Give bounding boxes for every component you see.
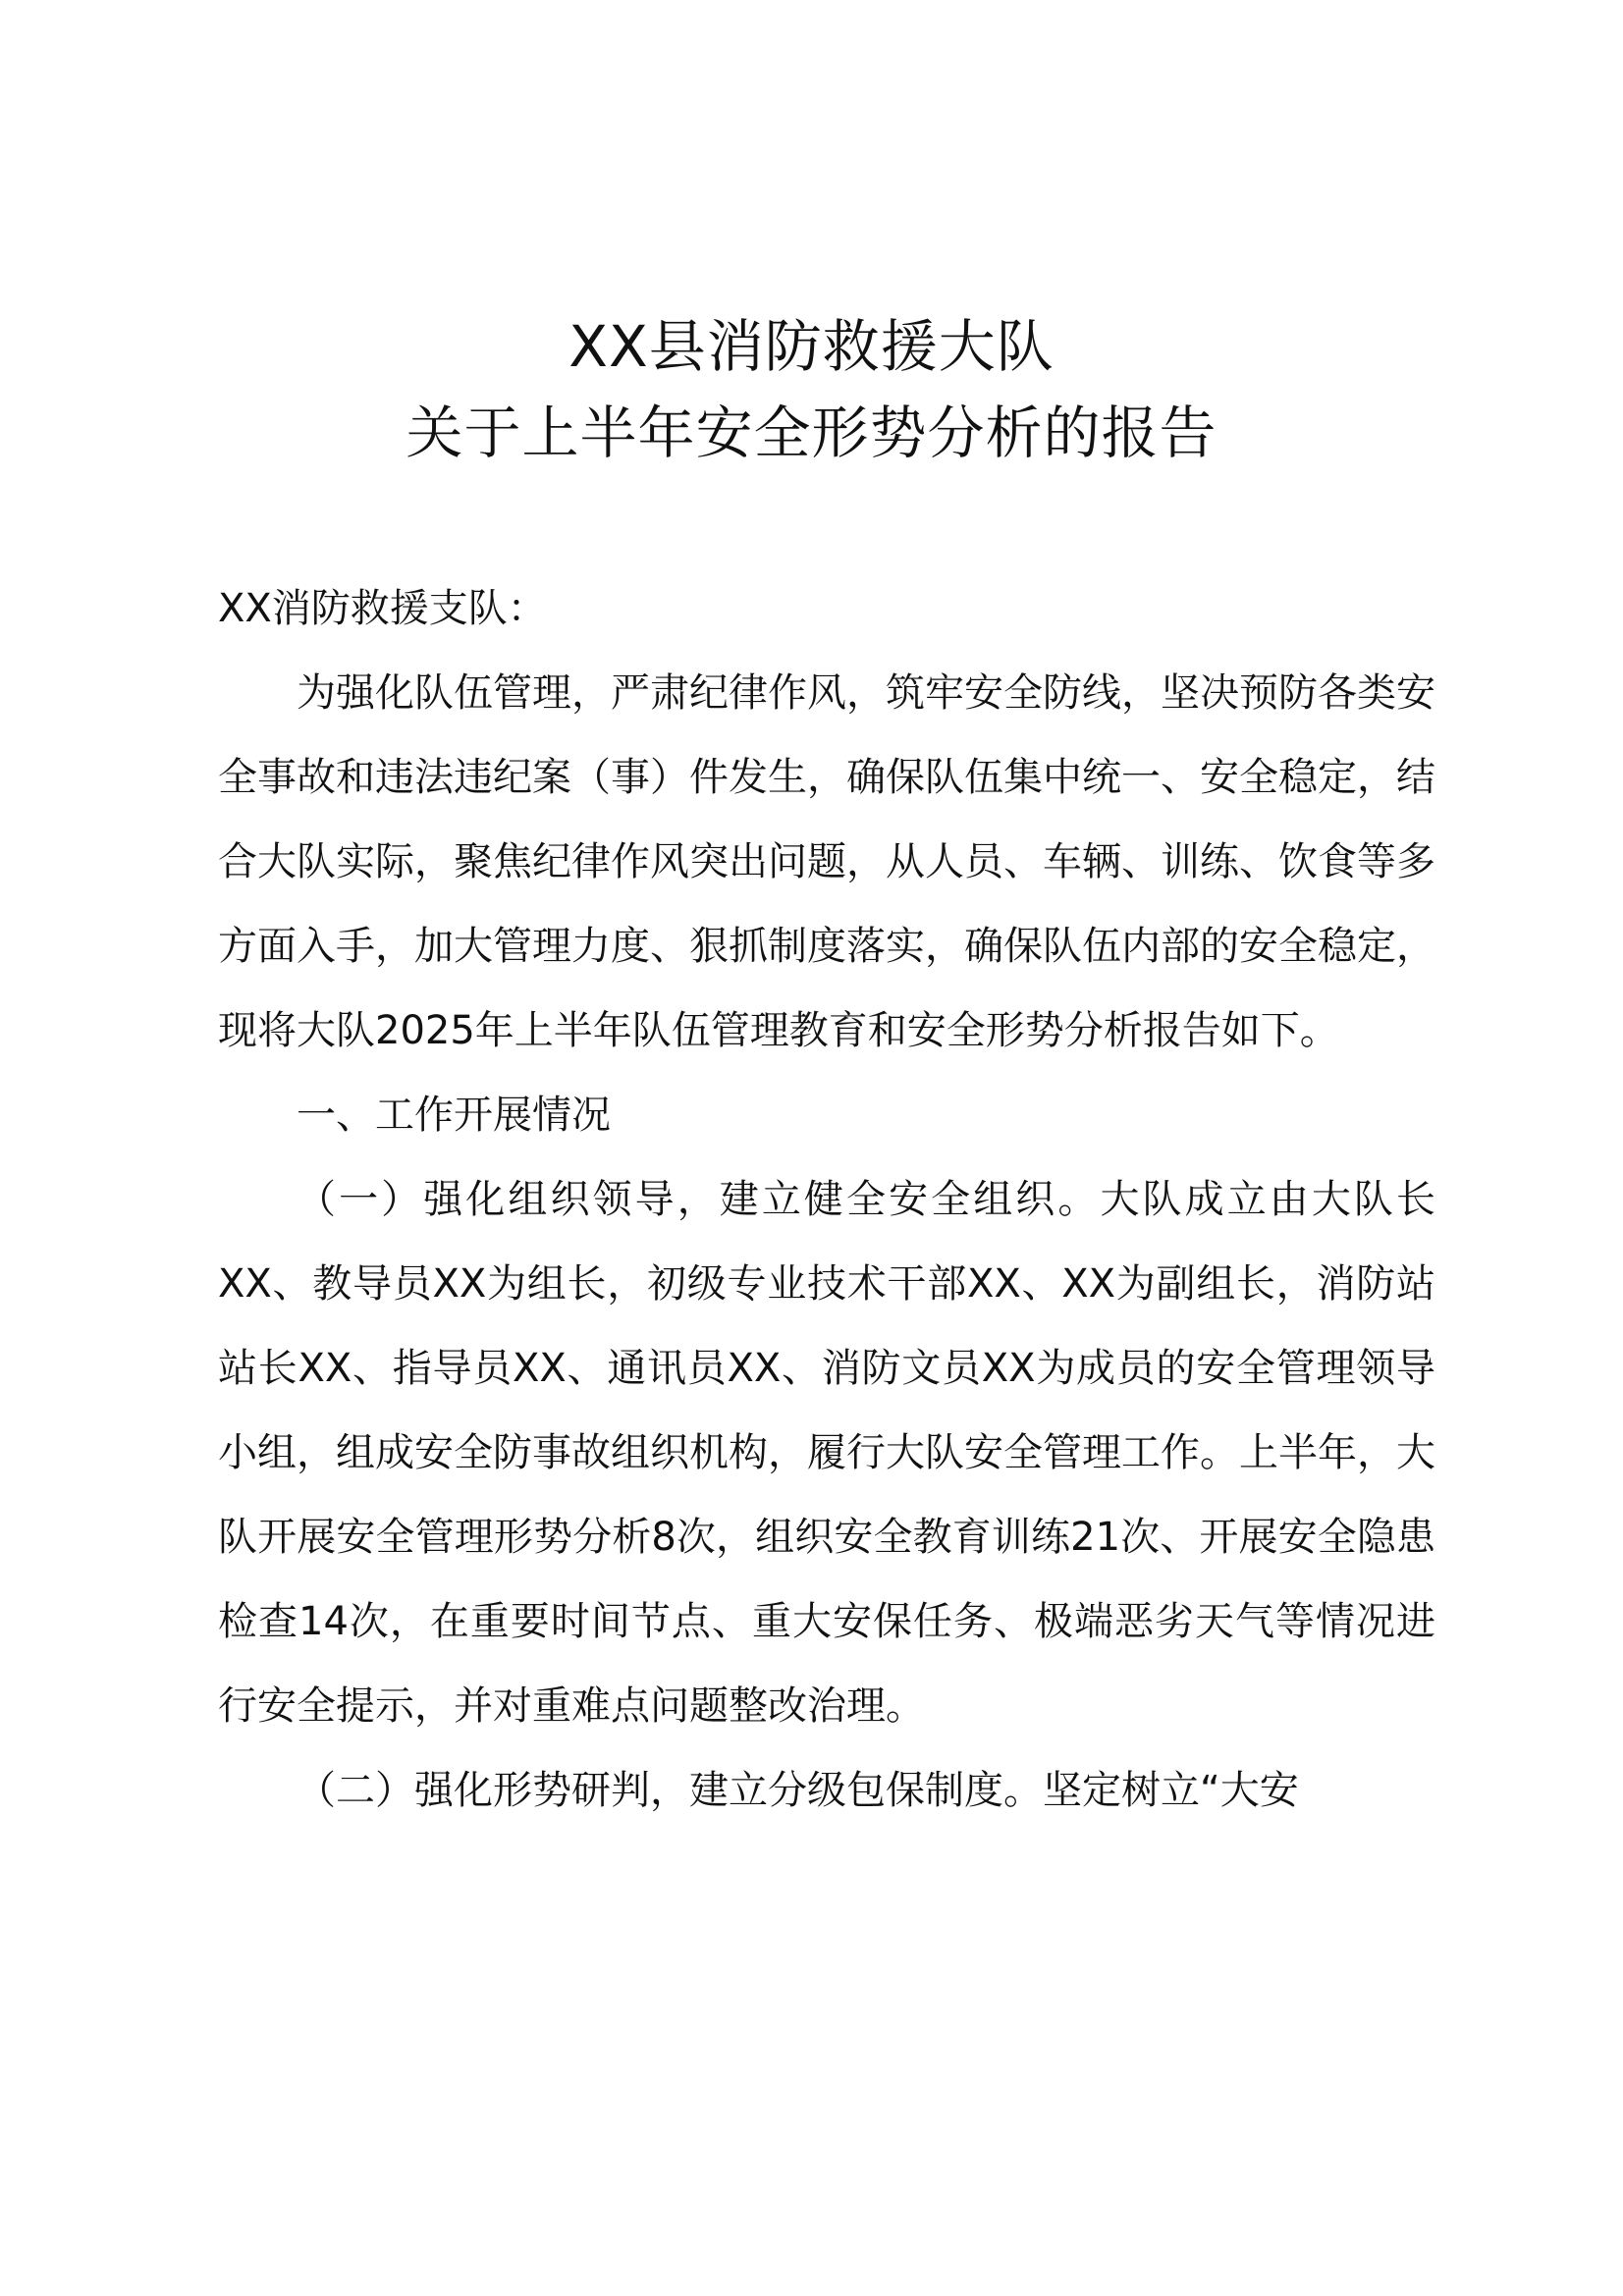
- document-title-line-2: 关于上半年安全形势分析的报告: [406, 400, 1217, 466]
- document-body: [218, 566, 1435, 1833]
- document-title-line-1: XX县消防救援大队: [568, 313, 1055, 380]
- subsection-2-paragraph: （二）强化形势研判，建立分级包保制度。坚定树立“大安: [297, 1768, 1299, 1813]
- addressee: XX消防救援支队：: [218, 586, 547, 631]
- subsection-1-paragraph: （一）强化组织领导，建立健全安全组织。大队成立由大队长XX、教导员XX为组长，初级专业技术干部XX、XX为副组长，消防站站长XX、指导员XX、通讯员XX、消防文员XX为成员的安全管理领导小组，组成安全防事故组织机构，履行大队安全管理工作。上半年，大队开展安全管理形势分析8次，组织安全教育训练21次、开展安全隐患检查14次，在重要时间节点、重大安保任务、极端恶劣天气等情况进行安全提示，并对重难点问题整改治理。: [218, 1177, 1435, 1729]
- intro-paragraph: 为强化队伍管理，严肃纪律作风，筑牢安全防线，坚决预防各类安全事故和违法违纪案（事）件发生，确保队伍集中统一、安全稳定，结合大队实际，聚焦纪律作风突出问题，从人员、车辆、训练、饮食等多方面入手，加大管理力度、狠抓制度落实，确保队伍内部的安全稳定，现将大队2025年上半年队伍管理教育和安全形势分析报告如下。: [218, 670, 1435, 1053]
- section-heading-1: 一、工作开展情况: [297, 1093, 611, 1138]
